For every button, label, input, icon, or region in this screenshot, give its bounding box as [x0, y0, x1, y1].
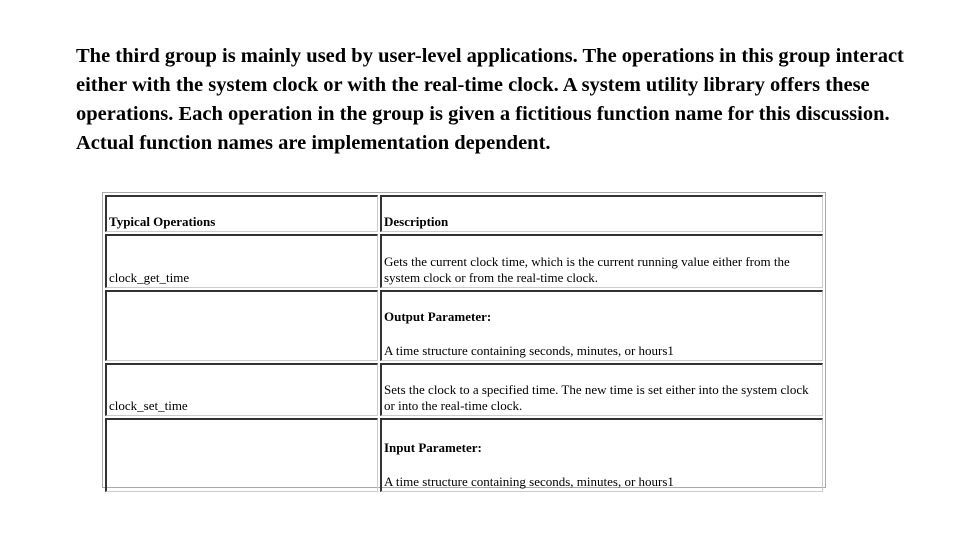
- operation-name: clock_set_time: [105, 363, 378, 416]
- operation-description: Sets the clock to a specified time. The new time is set either into the system clock or into the real-time clock.: [380, 363, 823, 416]
- parameter-label: Output Parameter:: [384, 309, 492, 324]
- table-row: [105, 418, 823, 492]
- operation-description: Gets the current clock time, which is the current running value either from the system clock or from the real-time clock.: [380, 234, 823, 288]
- parameter-cell: [380, 418, 823, 492]
- table-header-row: [105, 195, 823, 232]
- parameter-label: Input Parameter:: [384, 440, 482, 455]
- operation-name: clock_get_time: [105, 234, 378, 288]
- table-row: [105, 363, 823, 416]
- table-row: [105, 234, 823, 288]
- header-description: Description: [380, 195, 823, 232]
- intro-paragraph: The third group is mainly used by user-level applications. The operations in this group interact either with the system clock or with the real-time clock. A system utility library offers these operations. Each operation in the group is given a fictitious function name for this discussion. Actual function names are implementation dependent.: [76, 45, 904, 154]
- operation-name: [105, 290, 378, 361]
- header-typical-operations: Typical Operations: [105, 195, 378, 232]
- operations-table: [102, 192, 826, 488]
- operation-name: [105, 418, 378, 492]
- parameter-description: A time structure containing seconds, minutes, or hours1: [384, 474, 674, 489]
- table-row: [105, 290, 823, 361]
- parameter-description: A time structure containing seconds, minutes, or hours1: [384, 343, 674, 358]
- parameter-cell: [380, 290, 823, 361]
